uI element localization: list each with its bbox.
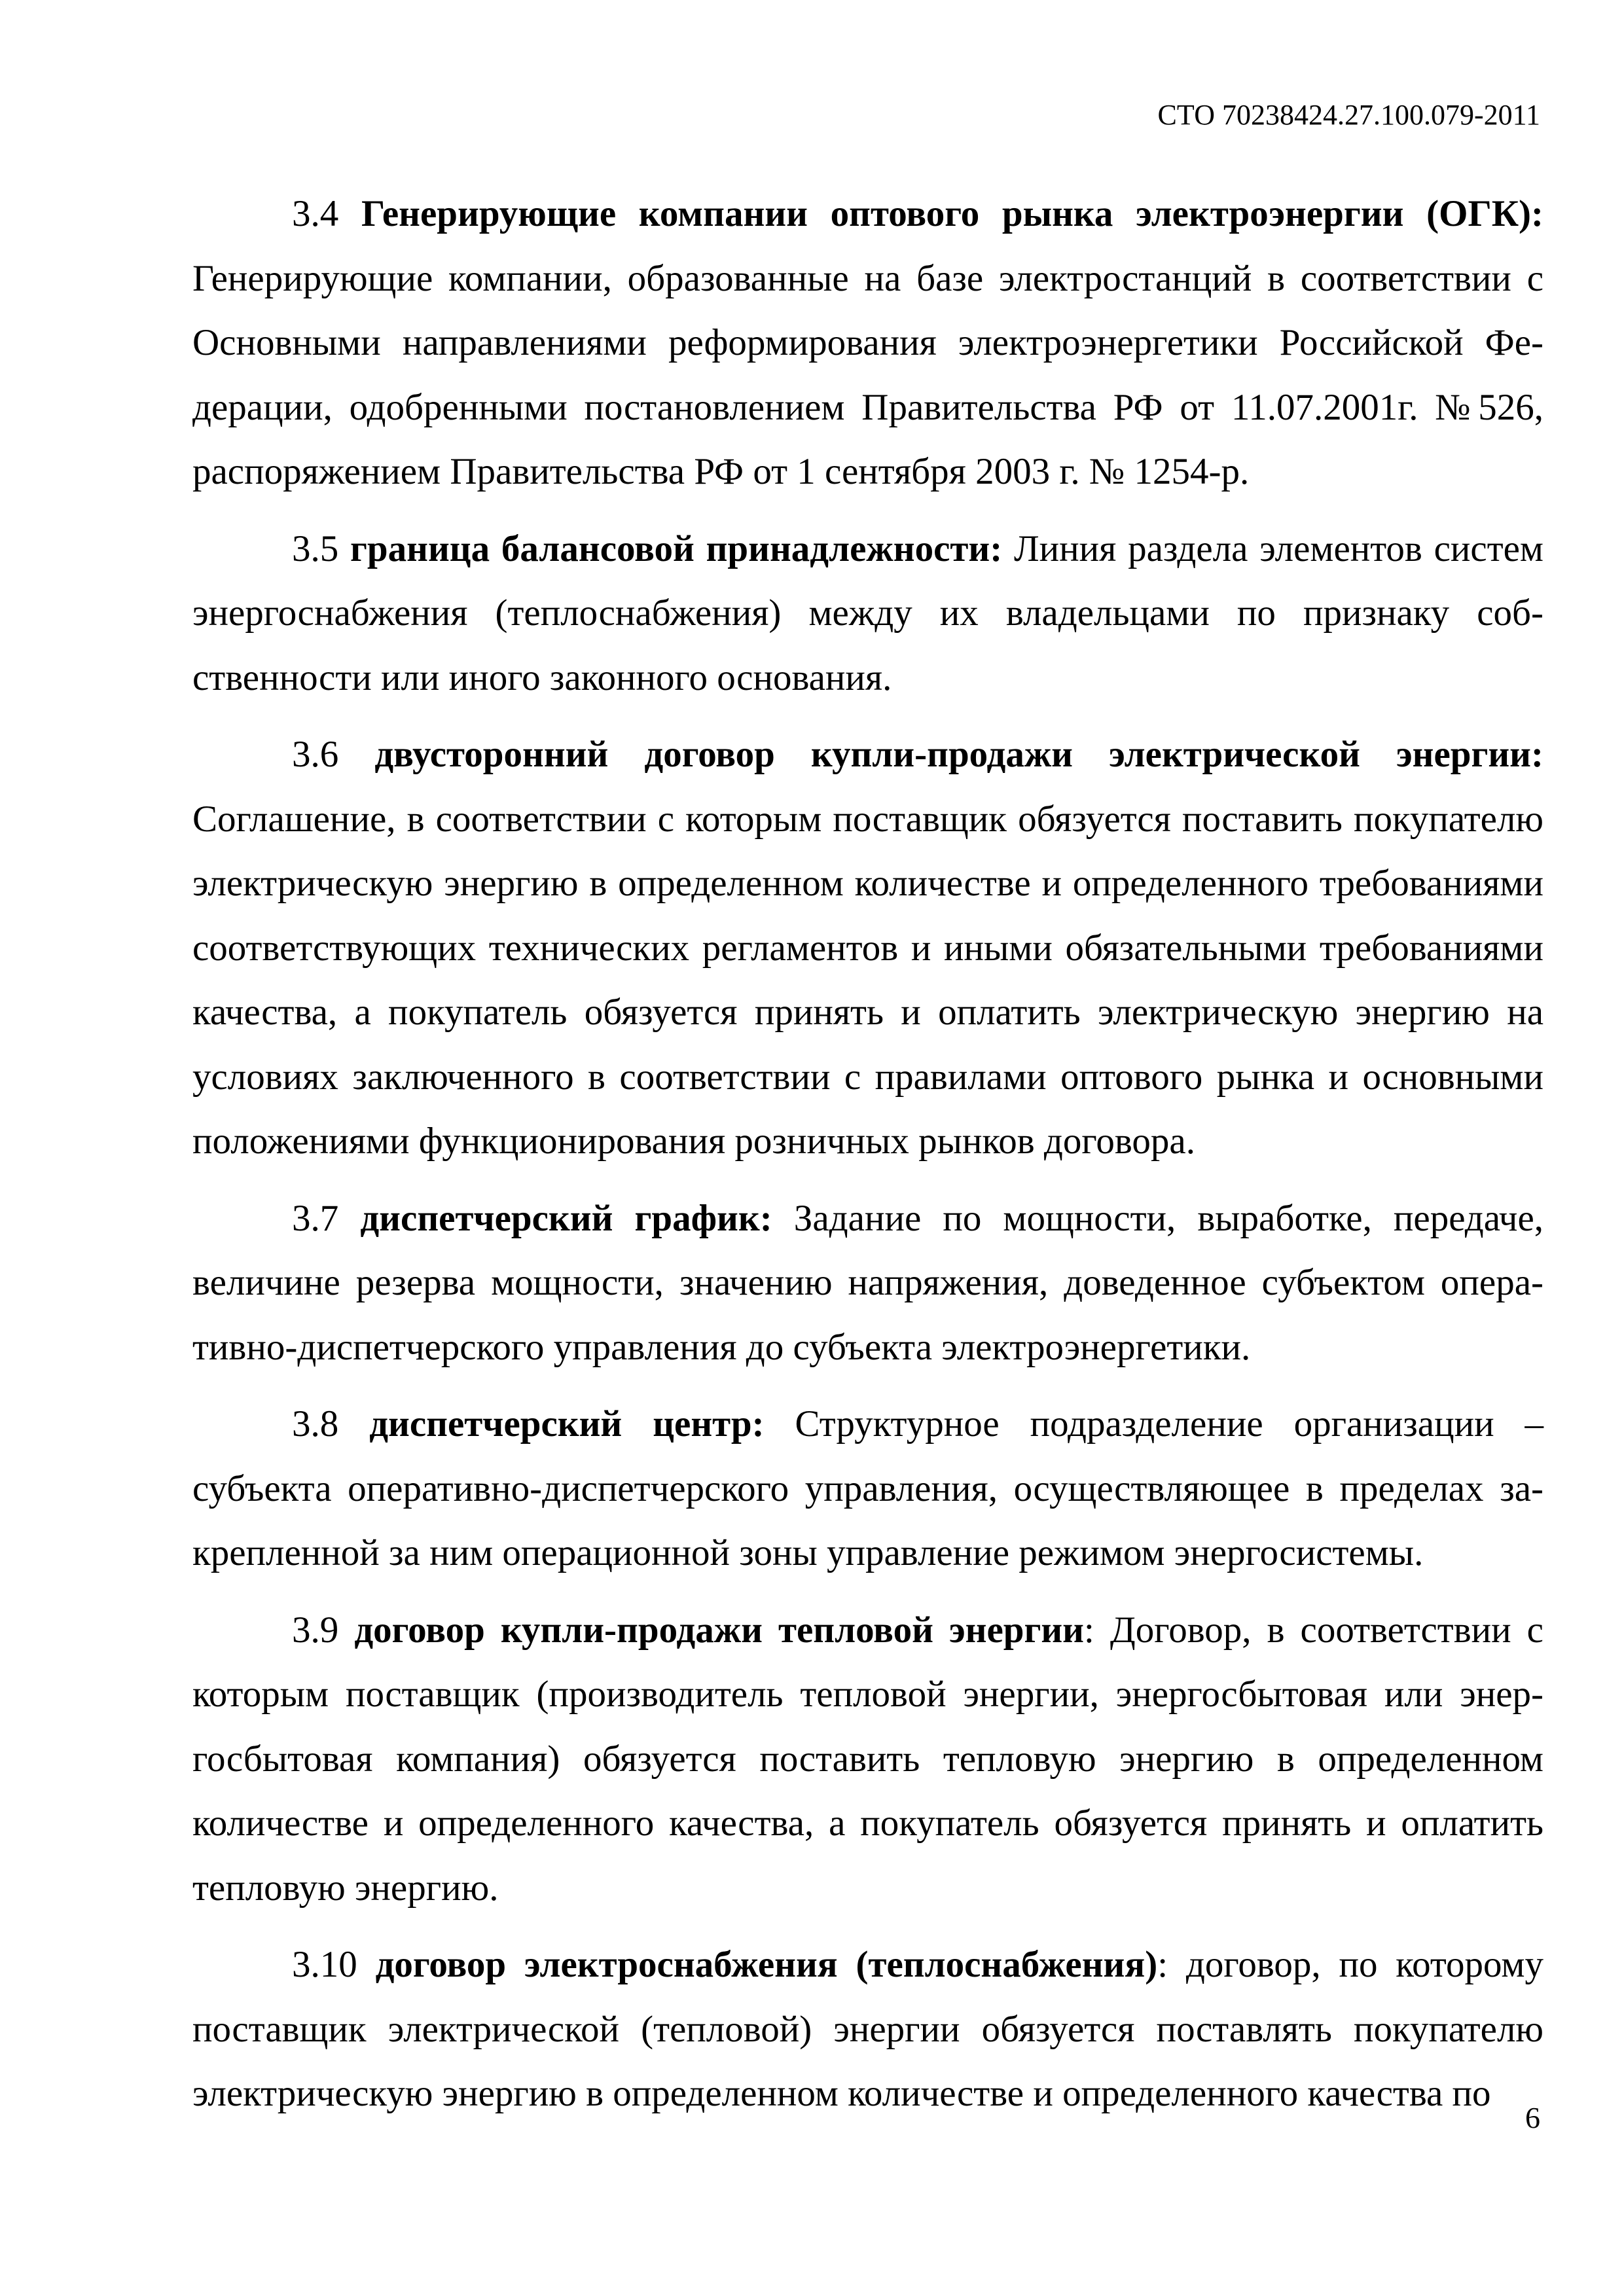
section-3-7 — [192, 1187, 1543, 1380]
document-body — [192, 182, 1543, 2139]
page-number: 6 — [1525, 2101, 1540, 2134]
section-text: : Договор, в соответствии с которым поставщик (производитель тепловой энергии, энергосбытовая или энергосбытовая компания) обязуется поставить тепловую энергию в определенном количестве и определенного качества, а покупатель обязуется принять и оплатить тепловую энергию. — [192, 1609, 1543, 1909]
section-3-9 — [192, 1598, 1543, 1921]
section-term: диспетчерский центр: — [369, 1403, 765, 1444]
section-number: 3.10 — [292, 1944, 376, 1985]
section-number: 3.7 — [292, 1197, 361, 1239]
section-text: : договор, по которому поставщик электрической (тепловой) энергии обязуется поставлять покупателю электрическую энергию в определенном количестве и определенного качества по — [192, 1944, 1543, 2114]
section-number: 3.5 — [292, 528, 351, 569]
section-term: договор купли-продажи тепловой энергии — [354, 1609, 1085, 1651]
section-term: договор электроснабжения (теплоснабжения) — [375, 1944, 1158, 1985]
section-number: 3.4 — [292, 193, 361, 234]
section-text: Линия раздела элементов систем энергоснабжения (теплоснабжения) между их владельцами по признаку собственности или иного законного основания. — [192, 528, 1543, 698]
section-number: 3.6 — [292, 734, 375, 775]
section-3-4 — [192, 182, 1543, 505]
section-3-10 — [192, 1933, 1543, 2126]
section-3-5 — [192, 517, 1543, 711]
document-code-header: СТО 70238424.27.100.079-2011 — [1157, 99, 1540, 131]
section-term: граница балансовой принадлежности: — [350, 528, 1003, 569]
section-text: Генерирующие компании, образованные на базе электростанций в соответствии с Основными направлениями реформирования электроэнергетики Российской Федерации, одобренными постановлением Правительства РФ от 11.07.2001г. №526, распоряжением Правительства РФ от 1 сентября 2003 г. № 1254-р. — [192, 257, 1543, 492]
section-3-8 — [192, 1392, 1543, 1586]
section-text: Соглашение, в соответствии с которым поставщик обязуется поставить покупателю электрическую энергию в определенном количестве и определенного требованиями соответствующих технических регламентов и иными обязательными требованиями качества, а покупатель обязуется принять и оплатить электрическую энергию на условиях заключенного в соответствии с правилами оптового рынка и основными положениями функционирования розничных рынков договора. — [192, 798, 1543, 1162]
section-text: Задание по мощности, выработке, передаче, величине резерва мощности, значению напряжения, доведенное субъектом оперативно-диспетчерского управления до субъекта электроэнергетики. — [192, 1197, 1543, 1368]
section-number: 3.9 — [292, 1609, 355, 1651]
section-number: 3.8 — [292, 1403, 370, 1444]
section-term: двусторонний договор купли-продажи электрической энергии: — [374, 734, 1543, 775]
section-term: Генерирующие компании оптового рынка электроэнергии (ОГК): — [361, 193, 1544, 234]
section-text: Структурное подразделение организации – субъекта оперативно-диспетчерского управления, осуществляющее в пределах закрепленной за ним операционной зоны управление режимом энергосистемы. — [192, 1403, 1544, 1573]
section-term: диспетчерский график: — [360, 1197, 772, 1239]
section-3-6 — [192, 723, 1543, 1174]
